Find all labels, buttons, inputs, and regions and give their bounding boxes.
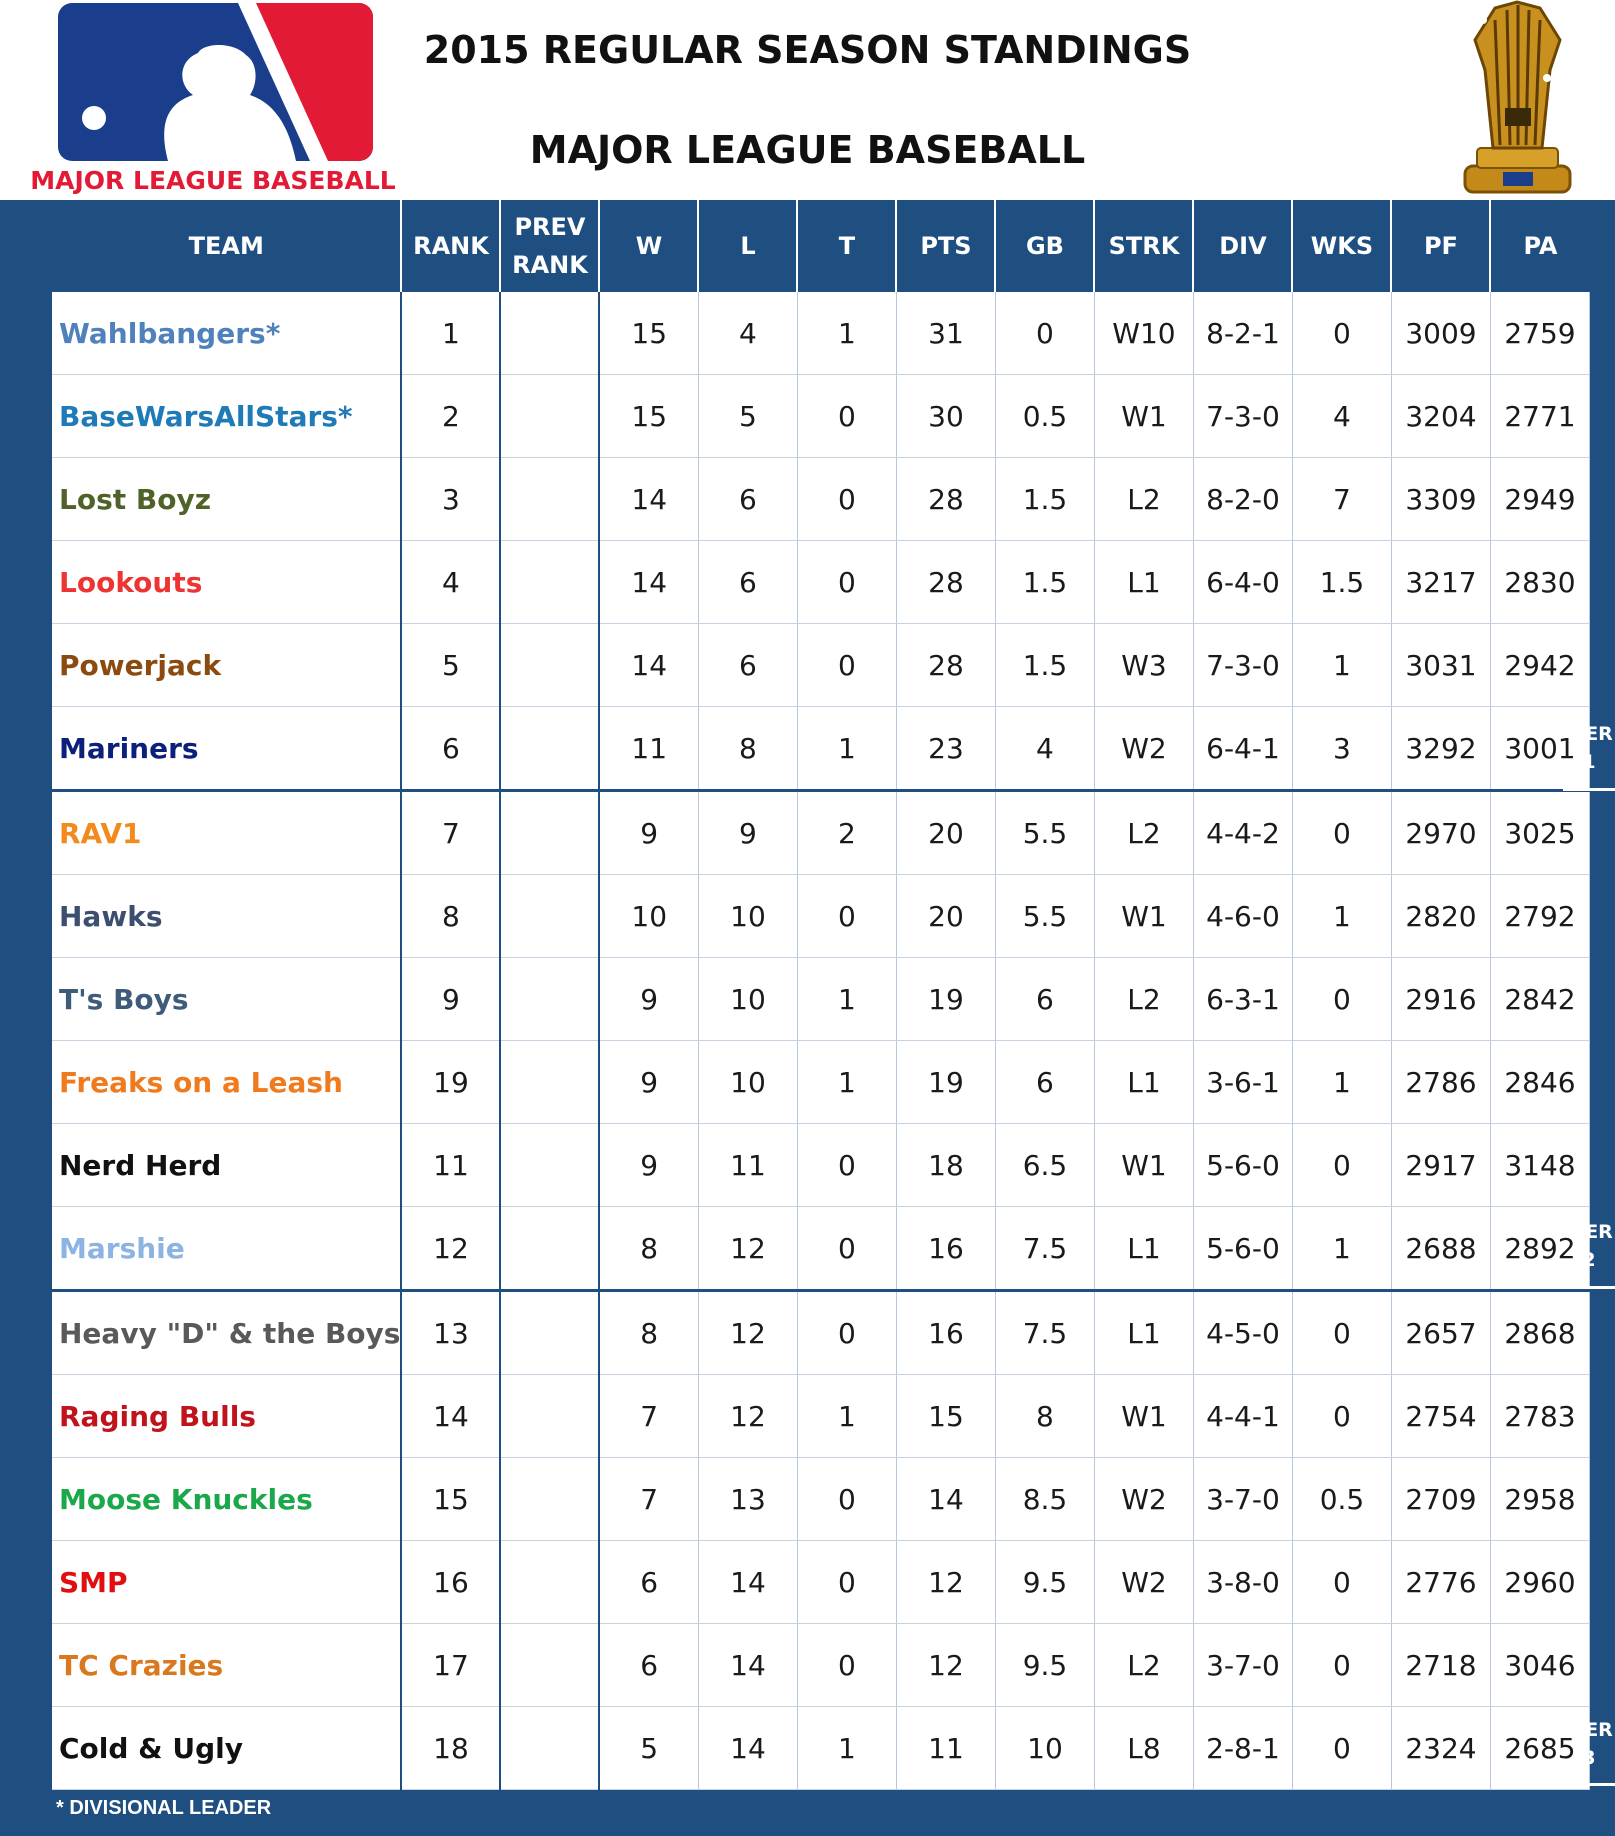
cell-pa: 2960 (1490, 1541, 1589, 1624)
cell-l: 6 (698, 624, 797, 707)
cell-wks: 0 (1292, 1124, 1391, 1207)
team-name: Lost Boyz (52, 458, 401, 541)
tier-separator (1563, 788, 1615, 791)
cell-l: 14 (698, 1624, 797, 1707)
cell-l: 9 (698, 791, 797, 875)
cell-wks: 7 (1292, 458, 1391, 541)
cell-w: 6 (599, 1624, 698, 1707)
cell-gb: 8.5 (995, 1458, 1094, 1541)
cell-pa: 3148 (1490, 1124, 1589, 1207)
cell-pts: 11 (896, 1707, 995, 1790)
cell-rank: 16 (401, 1541, 500, 1624)
cell-div: 6-4-0 (1193, 541, 1292, 624)
cell-t: 1 (797, 1041, 896, 1124)
cell-div: 5-6-0 (1193, 1124, 1292, 1207)
cell-t: 1 (797, 958, 896, 1041)
cell-gb: 6 (995, 958, 1094, 1041)
cell-strk: W3 (1094, 624, 1193, 707)
cell-l: 12 (698, 1207, 797, 1291)
table-row (52, 1707, 1589, 1790)
cell-pf: 2820 (1391, 875, 1490, 958)
cell-wks: 0 (1292, 958, 1391, 1041)
cell-strk: W1 (1094, 1124, 1193, 1207)
cell-pts: 16 (896, 1291, 995, 1375)
cell-wks: 1 (1292, 875, 1391, 958)
cell-pa: 2949 (1490, 458, 1589, 541)
team-name: Raging Bulls (52, 1375, 401, 1458)
cell-l: 11 (698, 1124, 797, 1207)
cell-t: 1 (797, 1375, 896, 1458)
cell-t: 2 (797, 791, 896, 875)
cell-pf: 2776 (1391, 1541, 1490, 1624)
cell-pts: 28 (896, 624, 995, 707)
cell-rank: 4 (401, 541, 500, 624)
cell-t: 0 (797, 875, 896, 958)
cell-t: 0 (797, 1207, 896, 1291)
cell-wks: 1.5 (1292, 541, 1391, 624)
cell-pts: 23 (896, 707, 995, 791)
column-header[interactable]: WKS (1292, 200, 1391, 292)
cell-pts: 18 (896, 1124, 995, 1207)
cell-w: 9 (599, 1041, 698, 1124)
cell-gb: 5.5 (995, 791, 1094, 875)
cell-gb: 1.5 (995, 458, 1094, 541)
cell-pa: 3046 (1490, 1624, 1589, 1707)
cell-t: 0 (797, 375, 896, 458)
cell-pts: 20 (896, 791, 995, 875)
tier-label-number: 2 (1582, 1249, 1596, 1271)
cell-t: 1 (797, 292, 896, 375)
cell-w: 14 (599, 624, 698, 707)
cell-div: 3-7-0 (1193, 1458, 1292, 1541)
cell-strk: W2 (1094, 1458, 1193, 1541)
cell-div: 4-5-0 (1193, 1291, 1292, 1375)
team-name: T's Boys (52, 958, 401, 1041)
cell-rank: 1 (401, 292, 500, 375)
cell-pa: 3001 (1490, 707, 1589, 791)
team-name: Wahlbangers* (52, 292, 401, 375)
cell-strk: W1 (1094, 375, 1193, 458)
cell-wks: 0 (1292, 1707, 1391, 1790)
cell-l: 12 (698, 1291, 797, 1375)
cell-strk: W1 (1094, 875, 1193, 958)
cell-pf: 3217 (1391, 541, 1490, 624)
column-header[interactable]: RANK (401, 200, 500, 292)
cell-l: 14 (698, 1707, 797, 1790)
column-header[interactable]: W (599, 200, 698, 292)
cell-prev (500, 875, 599, 958)
team-name: SMP (52, 1541, 401, 1624)
cell-div: 4-6-0 (1193, 875, 1292, 958)
tier-separator (1563, 1286, 1615, 1289)
cell-prev (500, 1375, 599, 1458)
tier-separator (1563, 1783, 1615, 1786)
cell-rank: 3 (401, 458, 500, 541)
logo-wordmark: MAJOR LEAGUE BASEBALL (30, 166, 396, 195)
cell-rank: 11 (401, 1124, 500, 1207)
cell-t: 0 (797, 1624, 896, 1707)
cell-prev (500, 624, 599, 707)
cell-div: 7-3-0 (1193, 624, 1292, 707)
cell-t: 1 (797, 707, 896, 791)
team-name: RAV1 (52, 791, 401, 875)
cell-pts: 28 (896, 458, 995, 541)
tier-2-label (1565, 1218, 1613, 1274)
cell-pa: 2942 (1490, 624, 1589, 707)
team-name: Freaks on a Leash (52, 1041, 401, 1124)
column-header[interactable]: DIV (1193, 200, 1292, 292)
cell-pts: 28 (896, 541, 995, 624)
cell-t: 0 (797, 1291, 896, 1375)
cell-pts: 14 (896, 1458, 995, 1541)
cell-gb: 6.5 (995, 1124, 1094, 1207)
cell-prev (500, 375, 599, 458)
cell-prev (500, 958, 599, 1041)
table-row (52, 1541, 1589, 1624)
cell-pf: 3292 (1391, 707, 1490, 791)
cell-rank: 5 (401, 624, 500, 707)
cell-div: 3-7-0 (1193, 1624, 1292, 1707)
cell-w: 8 (599, 1291, 698, 1375)
cell-gb: 1.5 (995, 624, 1094, 707)
column-header[interactable]: T (797, 200, 896, 292)
team-name: TC Crazies (52, 1624, 401, 1707)
cell-l: 8 (698, 707, 797, 791)
cell-w: 14 (599, 541, 698, 624)
cell-pts: 19 (896, 1041, 995, 1124)
cell-w: 7 (599, 1458, 698, 1541)
cell-gb: 5.5 (995, 875, 1094, 958)
cell-rank: 7 (401, 791, 500, 875)
team-name: Moose Knuckles (52, 1458, 401, 1541)
cell-prev (500, 1041, 599, 1124)
cell-pf: 2709 (1391, 1458, 1490, 1541)
cell-pts: 19 (896, 958, 995, 1041)
cell-pa: 2759 (1490, 292, 1589, 375)
cell-prev (500, 1458, 599, 1541)
cell-div: 7-3-0 (1193, 375, 1292, 458)
cell-gb: 7.5 (995, 1291, 1094, 1375)
cell-wks: 0 (1292, 1624, 1391, 1707)
cell-w: 14 (599, 458, 698, 541)
cell-div: 4-4-1 (1193, 1375, 1292, 1458)
cell-pa: 2892 (1490, 1207, 1589, 1291)
cell-l: 6 (698, 541, 797, 624)
cell-div: 3-8-0 (1193, 1541, 1292, 1624)
cell-prev (500, 458, 599, 541)
cell-wks: 3 (1292, 707, 1391, 791)
tier-label-text: TIER (1565, 1719, 1613, 1741)
cell-w: 9 (599, 1124, 698, 1207)
cell-strk: L1 (1094, 1291, 1193, 1375)
cell-gb: 6 (995, 1041, 1094, 1124)
cell-w: 8 (599, 1207, 698, 1291)
cell-wks: 0 (1292, 292, 1391, 375)
column-header[interactable]: L (698, 200, 797, 292)
cell-wks: 1 (1292, 624, 1391, 707)
cell-div: 5-6-0 (1193, 1207, 1292, 1291)
team-name: Cold & Ugly (52, 1707, 401, 1790)
cell-gb: 0 (995, 292, 1094, 375)
tier-label-number: 3 (1582, 1747, 1596, 1769)
cell-strk: L2 (1094, 1624, 1193, 1707)
cell-gb: 10 (995, 1707, 1094, 1790)
cell-l: 12 (698, 1375, 797, 1458)
cell-t: 0 (797, 1124, 896, 1207)
cell-pf: 2324 (1391, 1707, 1490, 1790)
cell-t: 0 (797, 1541, 896, 1624)
cell-t: 0 (797, 624, 896, 707)
tier-3-label (1565, 1716, 1613, 1772)
table-row (52, 707, 1589, 791)
cell-prev (500, 292, 599, 375)
cell-pf: 2917 (1391, 1124, 1490, 1207)
column-header[interactable]: STRK (1094, 200, 1193, 292)
cell-prev (500, 1624, 599, 1707)
cell-w: 6 (599, 1541, 698, 1624)
cell-pts: 12 (896, 1624, 995, 1707)
cell-gb: 8 (995, 1375, 1094, 1458)
cell-l: 4 (698, 292, 797, 375)
table-row (52, 1458, 1589, 1541)
cell-l: 6 (698, 458, 797, 541)
cell-t: 0 (797, 458, 896, 541)
column-header-label: PREV RANK (512, 213, 588, 279)
cell-strk: L2 (1094, 791, 1193, 875)
column-header[interactable]: PA (1490, 200, 1589, 292)
cell-rank: 12 (401, 1207, 500, 1291)
mlb-logo (30, 3, 396, 197)
cell-strk: W1 (1094, 1375, 1193, 1458)
cell-pa: 2830 (1490, 541, 1589, 624)
table-row (52, 1041, 1589, 1124)
cell-gb: 1.5 (995, 541, 1094, 624)
cell-w: 11 (599, 707, 698, 791)
cell-prev (500, 707, 599, 791)
cell-strk: L1 (1094, 541, 1193, 624)
cell-prev (500, 541, 599, 624)
cell-prev (500, 1207, 599, 1291)
cell-w: 10 (599, 875, 698, 958)
cell-w: 9 (599, 791, 698, 875)
cell-pts: 12 (896, 1541, 995, 1624)
cell-pa: 2792 (1490, 875, 1589, 958)
cell-pf: 2916 (1391, 958, 1490, 1041)
cell-wks: 0 (1292, 1375, 1391, 1458)
table-row (52, 375, 1589, 458)
cell-pf: 2786 (1391, 1041, 1490, 1124)
cell-prev (500, 1707, 599, 1790)
team-name: Powerjack (52, 624, 401, 707)
cell-w: 9 (599, 958, 698, 1041)
table-row (52, 458, 1589, 541)
cell-pa: 2846 (1490, 1041, 1589, 1124)
table-row (52, 1291, 1589, 1375)
cell-wks: 4 (1292, 375, 1391, 458)
column-header[interactable]: GB (995, 200, 1094, 292)
table-row (52, 958, 1589, 1041)
cell-w: 15 (599, 292, 698, 375)
cell-rank: 14 (401, 1375, 500, 1458)
column-header[interactable] (500, 200, 599, 292)
cell-wks: 0 (1292, 1541, 1391, 1624)
team-name: Hawks (52, 875, 401, 958)
cell-pts: 16 (896, 1207, 995, 1291)
table-row (52, 292, 1589, 375)
cell-rank: 19 (401, 1041, 500, 1124)
cell-w: 15 (599, 375, 698, 458)
cell-prev (500, 1541, 599, 1624)
cell-pa: 2685 (1490, 1707, 1589, 1790)
column-header[interactable]: TEAM (52, 200, 401, 292)
cell-div: 2-8-1 (1193, 1707, 1292, 1790)
table-row (52, 875, 1589, 958)
cell-rank: 2 (401, 375, 500, 458)
standings-table (52, 200, 1590, 1790)
cell-wks: 0.5 (1292, 1458, 1391, 1541)
cell-wks: 0 (1292, 791, 1391, 875)
cell-wks: 0 (1292, 1291, 1391, 1375)
cell-strk: L1 (1094, 1207, 1193, 1291)
cell-gb: 7.5 (995, 1207, 1094, 1291)
cell-l: 5 (698, 375, 797, 458)
column-header[interactable]: PTS (896, 200, 995, 292)
team-name: Lookouts (52, 541, 401, 624)
tier-label-text: TIER (1565, 1221, 1613, 1243)
cell-div: 3-6-1 (1193, 1041, 1292, 1124)
cell-strk: W10 (1094, 292, 1193, 375)
cell-pa: 2842 (1490, 958, 1589, 1041)
cell-div: 6-4-1 (1193, 707, 1292, 791)
cell-pf: 2754 (1391, 1375, 1490, 1458)
column-header[interactable]: PF (1391, 200, 1490, 292)
cell-pts: 31 (896, 292, 995, 375)
table-row (52, 624, 1589, 707)
cell-t: 0 (797, 1458, 896, 1541)
cell-strk: W2 (1094, 707, 1193, 791)
tier-label-number: 1 (1582, 751, 1596, 773)
cell-pf: 3204 (1391, 375, 1490, 458)
cell-rank: 15 (401, 1458, 500, 1541)
cell-l: 13 (698, 1458, 797, 1541)
cell-strk: L8 (1094, 1707, 1193, 1790)
cell-rank: 18 (401, 1707, 500, 1790)
team-name: Heavy "D" & the Boys (52, 1291, 401, 1375)
cell-div: 8-2-0 (1193, 458, 1292, 541)
cell-pa: 2958 (1490, 1458, 1589, 1541)
cell-rank: 6 (401, 707, 500, 791)
cell-strk: L2 (1094, 458, 1193, 541)
page-title: 2015 REGULAR SEASON STANDINGS (423, 28, 1192, 72)
table-row (52, 541, 1589, 624)
page-header (0, 0, 1615, 200)
cell-pf: 3009 (1391, 292, 1490, 375)
table-row (52, 1624, 1589, 1707)
cell-pf: 3309 (1391, 458, 1490, 541)
cell-pa: 2771 (1490, 375, 1589, 458)
team-name: Mariners (52, 707, 401, 791)
cell-pa: 3025 (1490, 791, 1589, 875)
cell-l: 10 (698, 958, 797, 1041)
cell-pts: 20 (896, 875, 995, 958)
cell-pf: 2970 (1391, 791, 1490, 875)
cell-pf: 2688 (1391, 1207, 1490, 1291)
cell-strk: L2 (1094, 958, 1193, 1041)
cell-pts: 15 (896, 1375, 995, 1458)
cell-gb: 0.5 (995, 375, 1094, 458)
cell-pf: 2718 (1391, 1624, 1490, 1707)
cell-prev (500, 791, 599, 875)
team-name: BaseWarsAllStars* (52, 375, 401, 458)
cell-div: 8-2-1 (1193, 292, 1292, 375)
table-row (52, 1207, 1589, 1291)
cell-div: 4-4-2 (1193, 791, 1292, 875)
cell-pa: 2868 (1490, 1291, 1589, 1375)
cell-gb: 4 (995, 707, 1094, 791)
cell-pts: 30 (896, 375, 995, 458)
cell-rank: 8 (401, 875, 500, 958)
table-row (52, 1375, 1589, 1458)
cell-prev (500, 1124, 599, 1207)
cell-rank: 17 (401, 1624, 500, 1707)
cell-rank: 9 (401, 958, 500, 1041)
cell-wks: 1 (1292, 1207, 1391, 1291)
page-subtitle: MAJOR LEAGUE BASEBALL (529, 128, 1086, 172)
cell-gb: 9.5 (995, 1541, 1094, 1624)
cell-w: 7 (599, 1375, 698, 1458)
cell-wks: 1 (1292, 1041, 1391, 1124)
cell-strk: L1 (1094, 1041, 1193, 1124)
cell-pf: 2657 (1391, 1291, 1490, 1375)
tier-label-text: TIER (1565, 723, 1613, 745)
cell-t: 0 (797, 541, 896, 624)
header-row (52, 200, 1589, 292)
cell-l: 10 (698, 875, 797, 958)
cell-pf: 3031 (1391, 624, 1490, 707)
cell-rank: 13 (401, 1291, 500, 1375)
cell-t: 1 (797, 1707, 896, 1790)
tier-1-label (1565, 720, 1613, 776)
cell-div: 6-3-1 (1193, 958, 1292, 1041)
table-row (52, 791, 1589, 875)
commissioners-trophy-icon (1455, 0, 1580, 198)
team-name: Marshie (52, 1207, 401, 1291)
cell-strk: W2 (1094, 1541, 1193, 1624)
footnote: * DIVISIONAL LEADER (56, 1797, 272, 1819)
cell-pa: 2783 (1490, 1375, 1589, 1458)
table-row (52, 1124, 1589, 1207)
cell-w: 5 (599, 1707, 698, 1790)
team-name: Nerd Herd (52, 1124, 401, 1207)
cell-l: 14 (698, 1541, 797, 1624)
cell-l: 10 (698, 1041, 797, 1124)
cell-prev (500, 1291, 599, 1375)
cell-gb: 9.5 (995, 1624, 1094, 1707)
